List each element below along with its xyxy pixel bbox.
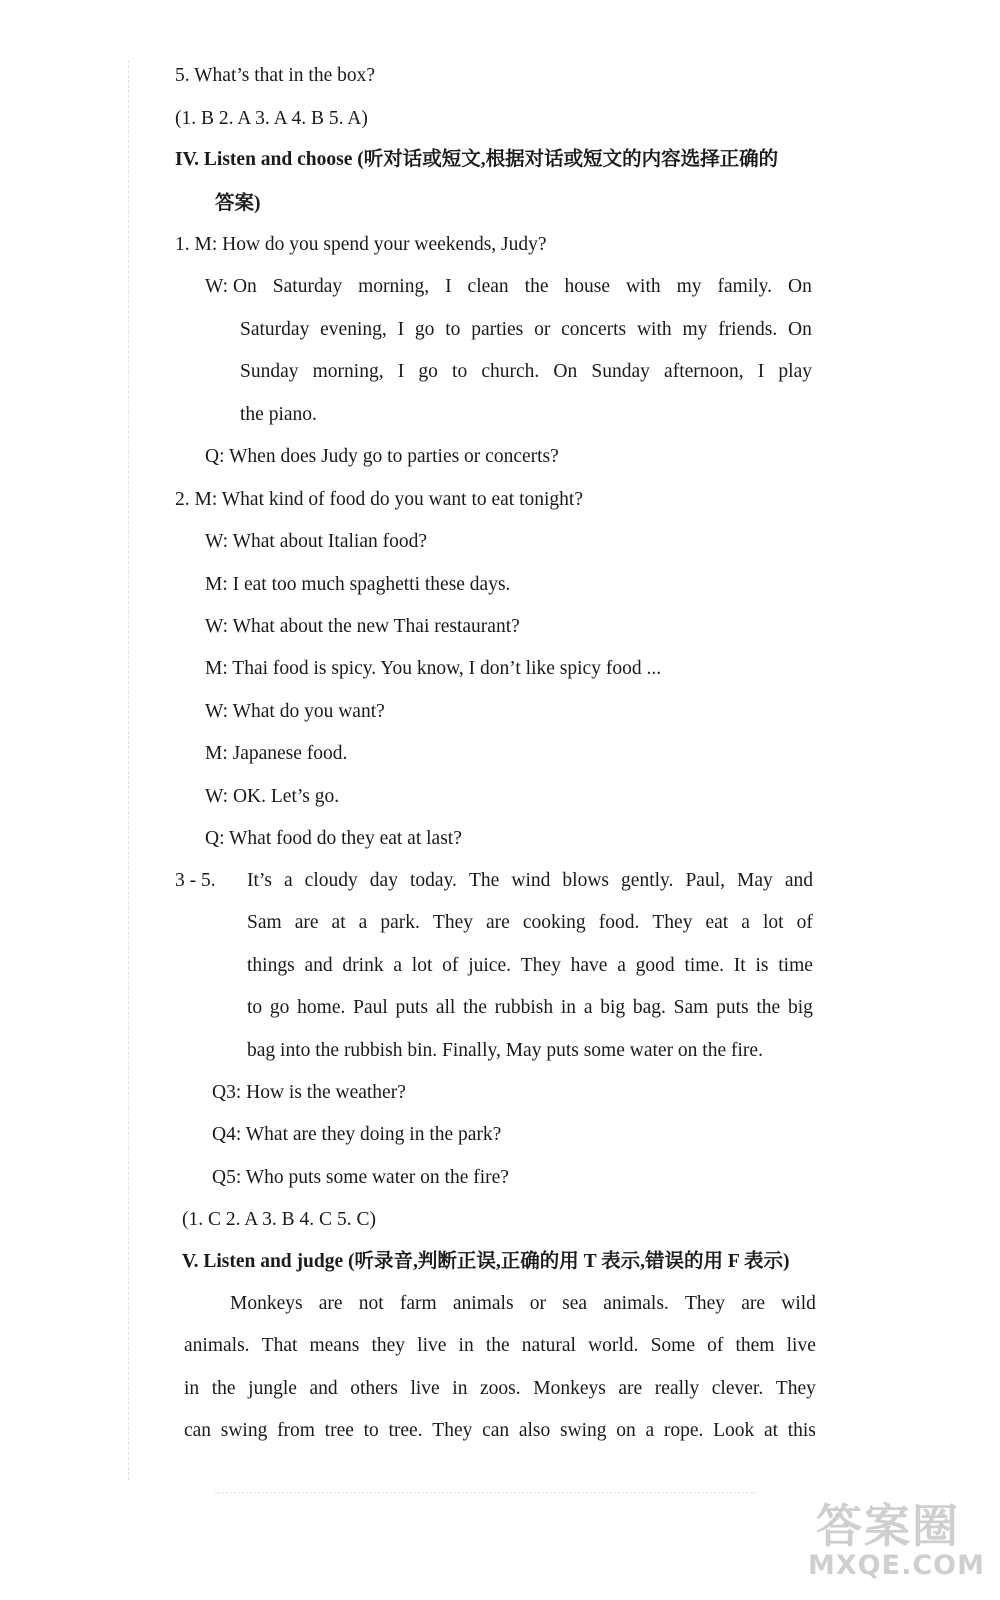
question-5: 5. What’s that in the box? [175, 65, 376, 86]
word: at [331, 912, 346, 933]
word: in [458, 1335, 474, 1356]
passage-3-5-line [247, 913, 813, 933]
word: concerts [561, 319, 627, 340]
word: afternoon, [664, 361, 744, 382]
passage-question-3: Q3: How is the weather? [212, 1082, 406, 1103]
word: clean [467, 276, 509, 297]
word: on [616, 1420, 636, 1441]
word: house [564, 276, 610, 297]
section-4-heading: IV. Listen and choose (听对话或短文,根据对话或短文的内容选择正确的 [175, 149, 779, 170]
word: Sam [247, 912, 282, 933]
word: I [757, 361, 765, 382]
dialogue-1-woman-line: the piano. [240, 404, 317, 425]
page-edge-dashes [128, 60, 129, 1480]
word: my [682, 319, 708, 340]
word: to [247, 997, 263, 1018]
passage-question-5: Q5: Who puts some water on the fire? [212, 1167, 509, 1188]
word: They [520, 955, 561, 976]
watermark-site: MXQE.COM [808, 1550, 985, 1581]
dialogue-2-line: W: What do you want? [205, 701, 385, 722]
word: church. [481, 361, 540, 382]
word: play [778, 361, 812, 382]
word: the [463, 997, 487, 1018]
word: gently. [621, 870, 674, 891]
word: the [211, 1378, 236, 1399]
word: a [741, 912, 750, 933]
word: and [304, 955, 333, 976]
dialogue-1-woman-line [240, 320, 812, 340]
word: Sunday [591, 361, 650, 382]
word: Monkeys [230, 1293, 303, 1314]
word: to [445, 319, 461, 340]
word: wild [781, 1293, 816, 1314]
word: a [283, 870, 293, 891]
word: May [737, 870, 773, 891]
word: The [468, 870, 500, 891]
word: also [518, 1420, 551, 1441]
word: they [371, 1335, 406, 1356]
answer-key-section-4: (1. C 2. A 3. B 4. C 5. C) [182, 1209, 376, 1230]
dialogue-1-question: Q: When does Judy go to parties or concerts? [205, 446, 559, 467]
word: live [417, 1335, 447, 1356]
word: wind [511, 870, 551, 891]
word: cooking [522, 912, 586, 933]
word: cloudy [304, 870, 358, 891]
word: clever. [711, 1378, 764, 1399]
word: to [452, 361, 468, 382]
word: in [452, 1378, 468, 1399]
answer-key-section-3: (1. B 2. A 3. A 4. B 5. A) [175, 108, 368, 129]
word: puts [395, 997, 429, 1018]
word: They [652, 912, 693, 933]
word: really [654, 1378, 700, 1399]
word: Monkeys [533, 1378, 606, 1399]
word: On [788, 276, 812, 297]
word: and [309, 1378, 338, 1399]
dialogue-2-line: M: Japanese food. [205, 743, 348, 764]
word: with [636, 319, 672, 340]
word: a [617, 955, 626, 976]
word: a [645, 1420, 655, 1441]
word: a [358, 912, 368, 933]
passage-question-4: Q4: What are they doing in the park? [212, 1124, 502, 1145]
watermark-logo [808, 1490, 985, 1590]
word: can [482, 1420, 510, 1441]
word: lot [762, 912, 784, 933]
passage-3-5-label: 3 - 5. [175, 870, 216, 891]
word: or [529, 1293, 546, 1314]
word: morning, [312, 361, 384, 382]
word: They [432, 912, 473, 933]
section-5-passage-line [184, 1379, 816, 1399]
word: park. [380, 912, 420, 933]
passage-3-5-line [247, 871, 813, 891]
word: They [775, 1378, 816, 1399]
section-5-passage-line [230, 1294, 816, 1314]
word: Saturday [272, 276, 343, 297]
word: means [309, 1335, 360, 1356]
word: this [787, 1420, 816, 1441]
word: is [755, 955, 769, 976]
word: They [432, 1420, 473, 1441]
section-5-passage-line [184, 1421, 816, 1441]
word: big [787, 997, 813, 1018]
word: to [363, 1420, 379, 1441]
word: Sunday [240, 361, 299, 382]
word: food. [598, 912, 640, 933]
dialogue-2-line: M: I eat too much spaghetti these days. [205, 574, 511, 595]
word: animals [452, 1293, 514, 1314]
word: the [756, 997, 781, 1018]
word: at [763, 1420, 779, 1441]
word: tree [324, 1420, 354, 1441]
dialogue-2-line: W: What about the new Thai restaurant? [205, 616, 520, 637]
word: in [184, 1378, 200, 1399]
word: They [684, 1293, 726, 1314]
word: morning, [358, 276, 430, 297]
word: them [735, 1335, 775, 1356]
section-5-heading: V. Listen and judge (听录音,判断正误,正确的用 T 表示,错误的用 F 表示) [182, 1251, 790, 1272]
word: go [418, 361, 438, 382]
word: the [485, 1335, 510, 1356]
word: evening, [320, 319, 387, 340]
word: Some [650, 1335, 695, 1356]
word: eat [705, 912, 729, 933]
word: things [247, 955, 295, 976]
word: It [733, 955, 746, 976]
word: natural [521, 1335, 576, 1356]
word: On [788, 319, 812, 340]
word: a [583, 997, 593, 1018]
passage-3-5-line [247, 956, 813, 976]
word: That [261, 1335, 298, 1356]
word: blows [562, 870, 609, 891]
dialogue-2-line: W: What about Italian food? [205, 531, 428, 552]
word: good [635, 955, 675, 976]
word: Look [713, 1420, 755, 1441]
dialogue-2-man: 2. M: What kind of food do you want to eat tonight? [175, 489, 583, 510]
word: It’s [247, 870, 272, 891]
word: sea [562, 1293, 588, 1314]
section-5-passage-line [184, 1336, 816, 1356]
word: of [442, 955, 459, 976]
word: animals. [603, 1293, 669, 1314]
word: farm [399, 1293, 437, 1314]
word: live [410, 1378, 440, 1399]
word: go [269, 997, 290, 1018]
word: parties [471, 319, 524, 340]
word: my [676, 276, 702, 297]
word: Saturday [240, 319, 310, 340]
word: Sam [673, 997, 709, 1018]
word: are [486, 912, 510, 933]
passage-3-5-line [247, 998, 813, 1018]
word: home. [297, 997, 346, 1018]
word: Paul [353, 997, 388, 1018]
word: bag. [632, 997, 666, 1018]
word: have [570, 955, 608, 976]
word: a [393, 955, 403, 976]
word: and [784, 870, 813, 891]
section-4-heading-cont: 答案) [215, 193, 261, 214]
word: lot [411, 955, 433, 976]
word: rubbish [494, 997, 554, 1018]
word: the [524, 276, 549, 297]
word: are [318, 1293, 343, 1314]
word: W: On [205, 276, 257, 297]
word: animals. [184, 1335, 250, 1356]
word: family. [717, 276, 773, 297]
word: zoos. [480, 1378, 521, 1399]
word: day [369, 870, 398, 891]
word: time [778, 955, 813, 976]
word: I [397, 319, 405, 340]
word: not [358, 1293, 384, 1314]
word: of [796, 912, 813, 933]
word: can [184, 1420, 212, 1441]
word: I [397, 361, 405, 382]
word: swing [220, 1420, 268, 1441]
word: are [618, 1378, 643, 1399]
word: jungle [248, 1378, 297, 1399]
word: of [707, 1335, 724, 1356]
word: swing [559, 1420, 607, 1441]
dialogue-2-line: M: Thai food is spicy. You know, I don’t like spicy food ... [205, 658, 662, 679]
word: are [741, 1293, 766, 1314]
word: Paul, [685, 870, 725, 891]
word: or [534, 319, 551, 340]
word: today. [410, 870, 457, 891]
word: go [414, 319, 435, 340]
word: from [277, 1420, 315, 1441]
passage-3-5-line: bag into the rubbish bin. Finally, May puts some water on the fire. [247, 1040, 763, 1061]
word: in [560, 997, 577, 1018]
word: tree. [388, 1420, 423, 1441]
word: puts [716, 997, 749, 1018]
dialogue-1-man: 1. M: How do you spend your weekends, Judy? [175, 234, 547, 255]
word: world. [588, 1335, 639, 1356]
word: rope. [663, 1420, 704, 1441]
dialogue-2-question: Q: What food do they eat at last? [205, 828, 462, 849]
dialogue-1-woman-line [240, 362, 812, 382]
word: juice. [468, 955, 511, 976]
word: live [786, 1335, 816, 1356]
word: big [600, 997, 626, 1018]
word: others [350, 1378, 398, 1399]
word: with [625, 276, 661, 297]
dialogue-2-line: W: OK. Let’s go. [205, 786, 340, 807]
word: all [435, 997, 456, 1018]
footer-dots [215, 1492, 755, 1494]
word: are [294, 912, 319, 933]
word: On [553, 361, 578, 382]
watermark-text: 答案圈 [816, 1499, 960, 1553]
word: time. [684, 955, 724, 976]
dialogue-1-woman-line [205, 277, 812, 297]
word: drink [342, 955, 384, 976]
word: I [445, 276, 452, 297]
word: friends. [718, 319, 778, 340]
